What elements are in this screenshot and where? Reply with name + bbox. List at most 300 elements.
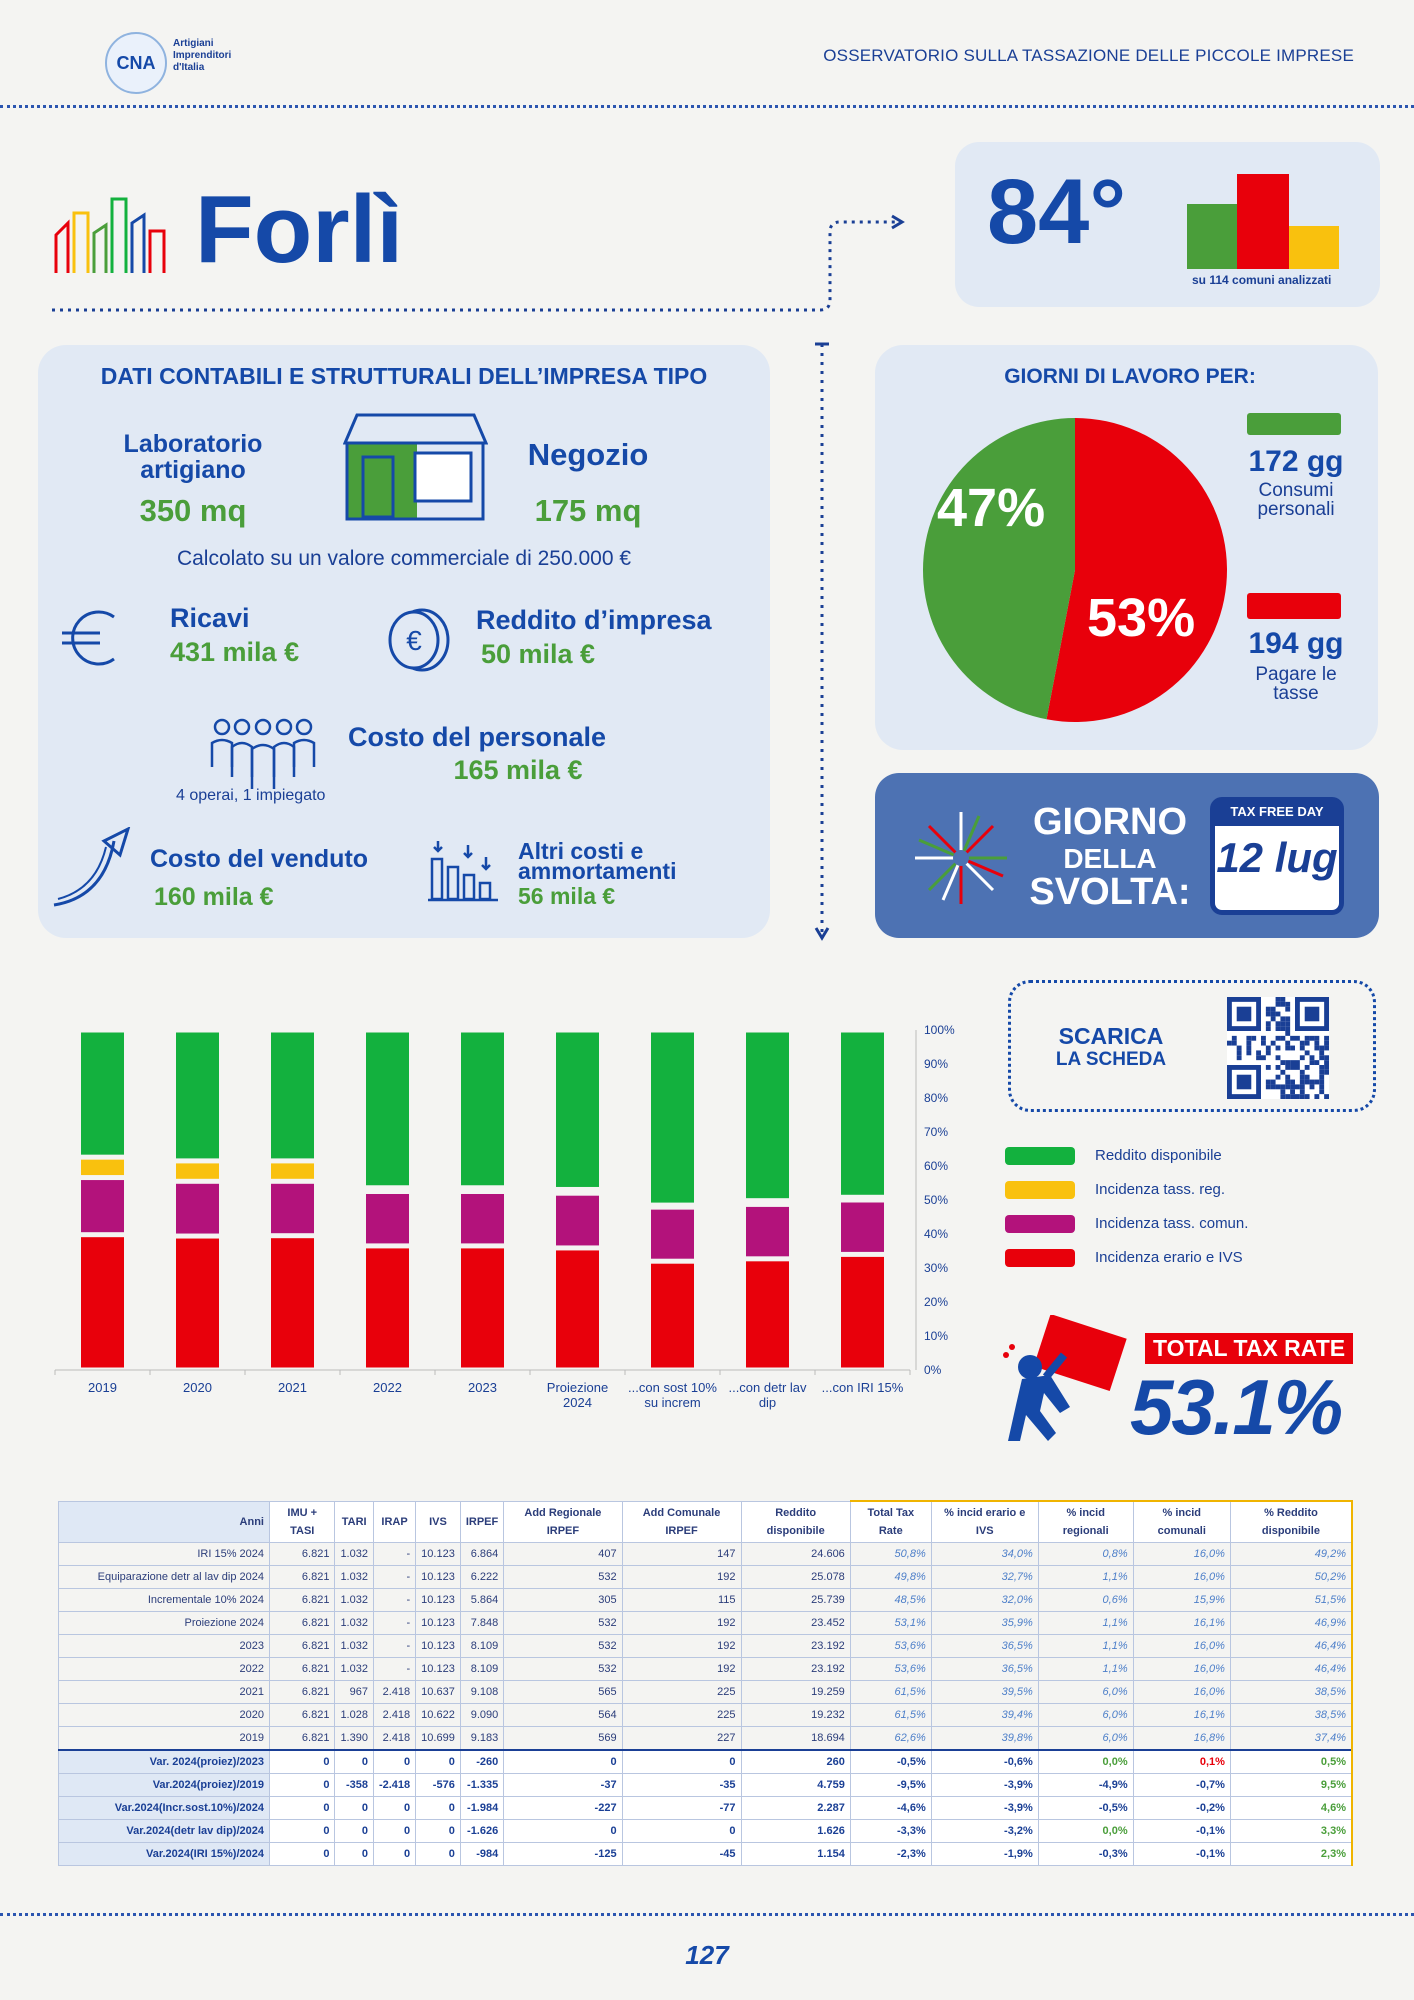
- x-tick-label: 2024: [563, 1395, 592, 1410]
- legend-item: [1005, 1249, 1248, 1283]
- table-cell: -2.418: [373, 1774, 415, 1797]
- table-row: [59, 1820, 1353, 1843]
- y-tick-label: 20%: [924, 1295, 949, 1309]
- x-tick-label: su increm: [644, 1395, 701, 1410]
- calendar-icon: [1210, 797, 1344, 915]
- personale-label: Costo del personale: [348, 722, 607, 752]
- legend-swatch-reddito: [1005, 1147, 1075, 1165]
- table-cell: 532: [504, 1635, 622, 1658]
- table-cell: 10.699: [416, 1727, 461, 1751]
- table-cell: Equiparazione detr al lav dip 2024: [59, 1566, 270, 1589]
- table-cell: 6.821: [270, 1566, 335, 1589]
- venduto-label: Costo del venduto: [150, 845, 369, 873]
- table-cell: 8.109: [460, 1635, 503, 1658]
- x-tick-label: Proiezione: [546, 1380, 609, 1395]
- table-cell: -984: [460, 1843, 503, 1866]
- pie-slice-green: [923, 418, 1075, 719]
- green-swatch: [1247, 413, 1341, 435]
- table-cell: 38,5%: [1230, 1704, 1352, 1727]
- table-header-cell: IVS: [416, 1501, 461, 1543]
- table-cell: 61,5%: [850, 1681, 931, 1704]
- coin-icon: [386, 607, 452, 673]
- table-cell: 10.123: [416, 1612, 461, 1635]
- table-cell: 53,1%: [850, 1612, 931, 1635]
- table-cell: 61,5%: [850, 1704, 931, 1727]
- table-cell: -77: [622, 1797, 741, 1820]
- table-header-cell: % incid erario e IVS: [931, 1501, 1038, 1543]
- giorni-title: GIORNI DI LAVORO PER:: [1004, 365, 1256, 388]
- table-cell: 2019: [59, 1727, 270, 1751]
- table-cell: 1.032: [335, 1543, 374, 1566]
- x-tick-label: dip: [758, 1395, 777, 1410]
- table-cell: 1.390: [335, 1727, 374, 1751]
- table-cell: 2023: [59, 1635, 270, 1658]
- table-cell: 1.032: [335, 1635, 374, 1658]
- city-title: Forlì: [195, 176, 403, 283]
- bar-segment: [176, 1239, 219, 1368]
- calendar-date: 12 lug: [1216, 834, 1338, 881]
- table-cell: 0: [373, 1797, 415, 1820]
- bar-segment: [366, 1194, 409, 1243]
- table-cell: 38,5%: [1230, 1681, 1352, 1704]
- total-tax-label: TOTAL TAX RATE: [1145, 1333, 1353, 1364]
- legend-label: Incidenza erario e IVS: [1095, 1249, 1243, 1267]
- red-label: Pagare le tasse: [1255, 664, 1337, 704]
- table-row: [59, 1566, 1353, 1589]
- lab-value: 350 mq: [139, 493, 247, 528]
- table-cell: 53,6%: [850, 1635, 931, 1658]
- x-tick-label: 2019: [88, 1380, 117, 1395]
- y-tick-label: 50%: [924, 1193, 949, 1207]
- table-cell: Var.2024(Incr.sost.10%)/2024: [59, 1797, 270, 1820]
- green-label: Consumi personali: [1257, 480, 1335, 520]
- svg-text:€: €: [406, 625, 422, 656]
- table-row: [59, 1635, 1353, 1658]
- table-cell: 3,3%: [1230, 1820, 1352, 1843]
- green-percent: 47%: [937, 478, 1046, 538]
- page-number: 127: [685, 1940, 729, 1970]
- svolta-panel: [875, 773, 1379, 938]
- table-cell: 46,4%: [1230, 1658, 1352, 1681]
- legend-item: [1005, 1215, 1248, 1249]
- table-cell: -0,7%: [1133, 1774, 1230, 1797]
- table-cell: -37: [504, 1774, 622, 1797]
- svolta-line3: SVOLTA:: [1029, 871, 1191, 913]
- table-cell: 0: [416, 1797, 461, 1820]
- logo-sub-3: d'Italia: [173, 62, 205, 73]
- red-days: 194 gg: [1248, 627, 1344, 660]
- table-cell: 16,1%: [1133, 1612, 1230, 1635]
- bar-segment: [271, 1184, 314, 1233]
- table-cell: 0: [373, 1750, 415, 1774]
- header-title: OSSERVATORIO SULLA TASSAZIONE DELLE PICCOLE IMPRESE: [823, 46, 1354, 65]
- table-cell: -: [373, 1658, 415, 1681]
- table-cell: 564: [504, 1704, 622, 1727]
- bar-segment: [81, 1180, 124, 1232]
- table-cell: 0,8%: [1038, 1543, 1133, 1566]
- table-cell: -1.335: [460, 1774, 503, 1797]
- table-cell: -0,5%: [1038, 1797, 1133, 1820]
- table-cell: 4.759: [741, 1774, 850, 1797]
- bar-segment: [841, 1257, 884, 1368]
- table-cell: 8.109: [460, 1658, 503, 1681]
- vertical-connector: [814, 342, 830, 942]
- table-cell: 1.032: [335, 1566, 374, 1589]
- table-cell: 532: [504, 1566, 622, 1589]
- shop-icon: [343, 413, 488, 521]
- table-header-cell: Add Regionale IRPEF: [504, 1501, 622, 1543]
- table-cell: 1.032: [335, 1612, 374, 1635]
- table-cell: 6.821: [270, 1612, 335, 1635]
- legend-label: Incidenza tass. reg.: [1095, 1181, 1226, 1199]
- table-cell: 1.626: [741, 1820, 850, 1843]
- table-header-cell: IRPEF: [460, 1501, 503, 1543]
- table-cell: 25.078: [741, 1566, 850, 1589]
- legend-label: Incidenza tass. comun.: [1095, 1215, 1249, 1233]
- table-cell: -3,9%: [931, 1797, 1038, 1820]
- y-tick-label: 30%: [924, 1261, 949, 1275]
- logo-sub-1: Artigiani: [173, 38, 214, 49]
- table-cell: -: [373, 1566, 415, 1589]
- x-tick-label: ...con detr lav: [728, 1380, 807, 1395]
- table-header-cell: Anni: [59, 1501, 270, 1543]
- bar-segment: [746, 1261, 789, 1367]
- table-cell: 1,1%: [1038, 1566, 1133, 1589]
- scarica-line2: LA SCHEDA: [1055, 1049, 1167, 1070]
- bar-segment: [176, 1033, 219, 1159]
- table-cell: 24.606: [741, 1543, 850, 1566]
- table-cell: -3,9%: [931, 1774, 1038, 1797]
- y-tick-label: 90%: [924, 1057, 949, 1071]
- table-cell: -: [373, 1589, 415, 1612]
- euro-icon: [60, 607, 122, 669]
- ricavi-value: 431 mila €: [170, 637, 300, 667]
- table-header-cell: TARI: [335, 1501, 374, 1543]
- scarica-line1: SCARICA: [1058, 1023, 1164, 1049]
- table-cell: 0: [416, 1820, 461, 1843]
- table-cell: 10.123: [416, 1658, 461, 1681]
- cna-logo: [105, 32, 275, 92]
- table-cell: 16,0%: [1133, 1566, 1230, 1589]
- table-cell: -260: [460, 1750, 503, 1774]
- bar-segment: [271, 1238, 314, 1367]
- table-cell: Var.2024(detr lav dip)/2024: [59, 1820, 270, 1843]
- table-cell: 0: [622, 1750, 741, 1774]
- cna-logo-mark: CNA: [105, 32, 167, 94]
- people-icon: [208, 717, 318, 793]
- table-cell: 6.821: [270, 1681, 335, 1704]
- table-cell: 10.123: [416, 1566, 461, 1589]
- y-tick-label: 80%: [924, 1091, 949, 1105]
- table-cell: 6.821: [270, 1589, 335, 1612]
- table-cell: 19.232: [741, 1704, 850, 1727]
- table-cell: 4,6%: [1230, 1797, 1352, 1820]
- table-cell: 0,0%: [1038, 1820, 1133, 1843]
- table-cell: 7.848: [460, 1612, 503, 1635]
- y-tick-label: 70%: [924, 1125, 949, 1139]
- table-cell: 23.192: [741, 1635, 850, 1658]
- y-tick-label: 10%: [924, 1329, 949, 1343]
- table-cell: 1,1%: [1038, 1658, 1133, 1681]
- table-cell: 6.821: [270, 1704, 335, 1727]
- table-cell: 6,0%: [1038, 1681, 1133, 1704]
- x-tick-label: 2021: [278, 1380, 307, 1395]
- table-cell: 192: [622, 1635, 741, 1658]
- table-cell: -1.984: [460, 1797, 503, 1820]
- table-cell: Var. 2024(proiez)/2023: [59, 1750, 270, 1774]
- table-cell: 1.154: [741, 1843, 850, 1866]
- table-header-cell: Reddito disponibile: [741, 1501, 850, 1543]
- bar-segment: [556, 1250, 599, 1367]
- bar-segment: [366, 1033, 409, 1186]
- table-cell: 39,8%: [931, 1727, 1038, 1751]
- table-header-cell: % incid comunali: [1133, 1501, 1230, 1543]
- ricavi-label: Ricavi: [170, 603, 250, 633]
- table-cell: -227: [504, 1797, 622, 1820]
- ranking-value: 84°: [987, 161, 1127, 263]
- table-row: [59, 1797, 1353, 1820]
- table-header-cell: IRAP: [373, 1501, 415, 1543]
- legend-label: Reddito disponibile: [1095, 1147, 1222, 1165]
- table-cell: -0,2%: [1133, 1797, 1230, 1820]
- table-cell: -4,6%: [850, 1797, 931, 1820]
- table-cell: 0: [416, 1843, 461, 1866]
- legend-swatch-reg: [1005, 1181, 1075, 1199]
- table-row: [59, 1589, 1353, 1612]
- table-cell: 0: [270, 1797, 335, 1820]
- table-cell: 0: [270, 1820, 335, 1843]
- table-cell: -358: [335, 1774, 374, 1797]
- table-cell: 2020: [59, 1704, 270, 1727]
- table-cell: 0: [335, 1820, 374, 1843]
- table-cell: 260: [741, 1750, 850, 1774]
- table-cell: 6.821: [270, 1727, 335, 1751]
- table-cell: -0,5%: [850, 1750, 931, 1774]
- table-cell: 967: [335, 1681, 374, 1704]
- bar-segment: [176, 1184, 219, 1234]
- bar-segment: [841, 1033, 884, 1195]
- tax-table: [58, 1500, 1353, 1866]
- table-cell: 6,0%: [1038, 1727, 1133, 1751]
- table-cell: 16,8%: [1133, 1727, 1230, 1751]
- table-cell: 6,0%: [1038, 1704, 1133, 1727]
- table-cell: 19.259: [741, 1681, 850, 1704]
- table-cell: 49,8%: [850, 1566, 931, 1589]
- table-cell: -1,9%: [931, 1843, 1038, 1866]
- table-cell: 0: [622, 1820, 741, 1843]
- total-tax-value: 53.1%: [1130, 1363, 1342, 1451]
- bar-segment: [81, 1237, 124, 1367]
- table-row: [59, 1704, 1353, 1727]
- personale-value: 165 mila €: [453, 755, 583, 785]
- table-cell: 32,0%: [931, 1589, 1038, 1612]
- table-cell: 15,9%: [1133, 1589, 1230, 1612]
- table-cell: 147: [622, 1543, 741, 1566]
- table-cell: 6.821: [270, 1658, 335, 1681]
- stacked-bar-chart: [40, 1015, 980, 1415]
- table-cell: 0: [504, 1820, 622, 1843]
- table-header-cell: % Reddito disponibile: [1230, 1501, 1352, 1543]
- table-cell: 46,9%: [1230, 1612, 1352, 1635]
- shop-label: Negozio: [527, 437, 649, 472]
- table-cell: 532: [504, 1612, 622, 1635]
- red-percent: 53%: [1087, 588, 1196, 648]
- ranking-panel: [955, 142, 1380, 307]
- table-cell: 0,1%: [1133, 1750, 1230, 1774]
- table-cell: 1,1%: [1038, 1612, 1133, 1635]
- bar-segment: [746, 1207, 789, 1256]
- y-tick-label: 0%: [924, 1363, 942, 1377]
- green-days: 172 gg: [1248, 445, 1344, 478]
- impresa-panel: [38, 345, 770, 938]
- bar-segment: [81, 1033, 124, 1155]
- table-cell: -45: [622, 1843, 741, 1866]
- table-cell: -1.626: [460, 1820, 503, 1843]
- table-cell: 34,0%: [931, 1543, 1038, 1566]
- x-tick-label: 2023: [468, 1380, 497, 1395]
- table-header-row: [59, 1501, 1353, 1543]
- table-cell: 192: [622, 1612, 741, 1635]
- dotted-connector: [50, 210, 920, 315]
- table-cell: 50,2%: [1230, 1566, 1352, 1589]
- giorni-pie-chart: [915, 410, 1235, 730]
- legend-item: [1005, 1147, 1248, 1181]
- table-cell: -0,1%: [1133, 1843, 1230, 1866]
- table-cell: 25.739: [741, 1589, 850, 1612]
- bar-segment: [651, 1264, 694, 1368]
- table-cell: 16,0%: [1133, 1681, 1230, 1704]
- table-cell: 2021: [59, 1681, 270, 1704]
- qr-code[interactable]: [1227, 997, 1329, 1099]
- table-cell: -: [373, 1543, 415, 1566]
- table-header-cell: IMU + TASI: [270, 1501, 335, 1543]
- y-tick-label: 40%: [924, 1227, 949, 1241]
- table-cell: -125: [504, 1843, 622, 1866]
- table-cell: 9.183: [460, 1727, 503, 1751]
- table-cell: -: [373, 1612, 415, 1635]
- bar-segment: [746, 1033, 789, 1199]
- table-cell: 6.821: [270, 1543, 335, 1566]
- table-cell: -2,3%: [850, 1843, 931, 1866]
- bar-segment: [81, 1160, 124, 1175]
- bar-segment: [841, 1203, 884, 1252]
- chart-legend: [1005, 1147, 1248, 1283]
- table-cell: 2.418: [373, 1681, 415, 1704]
- table-cell: -0,3%: [1038, 1843, 1133, 1866]
- altri-value: 56 mila €: [518, 883, 616, 909]
- giorni-panel: [875, 345, 1378, 750]
- reddito-label: Reddito d’impresa: [476, 605, 712, 635]
- table-cell: 0: [373, 1820, 415, 1843]
- table-cell: 51,5%: [1230, 1589, 1352, 1612]
- personale-note: 4 operai, 1 impiegato: [176, 787, 326, 804]
- bar-segment: [271, 1033, 314, 1159]
- tax-burden-icon: [1000, 1315, 1140, 1455]
- table-cell: 225: [622, 1704, 741, 1727]
- table-cell: 569: [504, 1727, 622, 1751]
- table-cell: 2022: [59, 1658, 270, 1681]
- bar-segment: [176, 1163, 219, 1178]
- table-cell: 115: [622, 1589, 741, 1612]
- table-row: [59, 1727, 1353, 1751]
- table-cell: 23.192: [741, 1658, 850, 1681]
- table-cell: 35,9%: [931, 1612, 1038, 1635]
- table-cell: -0,6%: [931, 1750, 1038, 1774]
- footer-divider: [0, 1913, 1414, 1916]
- table-row: [59, 1774, 1353, 1797]
- table-cell: 9.108: [460, 1681, 503, 1704]
- rocket-arrow-icon: [48, 827, 138, 909]
- table-cell: 49,2%: [1230, 1543, 1352, 1566]
- x-tick-label: 2022: [373, 1380, 402, 1395]
- table-row: [59, 1843, 1353, 1866]
- table-row: [59, 1681, 1353, 1704]
- logo-sub-2: Imprenditori: [173, 50, 232, 61]
- bar-segment: [366, 1248, 409, 1367]
- table-cell: -35: [622, 1774, 741, 1797]
- ranking-bars-icon: [1187, 174, 1341, 269]
- bar-segment: [461, 1248, 504, 1367]
- table-cell: 23.452: [741, 1612, 850, 1635]
- table-cell: 37,4%: [1230, 1727, 1352, 1751]
- bar-segment: [556, 1033, 599, 1187]
- table-cell: Var.2024(proiez)/2019: [59, 1774, 270, 1797]
- table-cell: 46,4%: [1230, 1635, 1352, 1658]
- table-cell: 5.864: [460, 1589, 503, 1612]
- legend-item: [1005, 1181, 1248, 1215]
- table-cell: 32,7%: [931, 1566, 1038, 1589]
- impresa-note: Calcolato su un valore commerciale di 250.000 €: [176, 547, 632, 570]
- table-cell: 0,5%: [1230, 1750, 1352, 1774]
- table-cell: 10.123: [416, 1543, 461, 1566]
- table-cell: 39,5%: [931, 1681, 1038, 1704]
- red-swatch: [1247, 593, 1341, 619]
- table-cell: 2.418: [373, 1704, 415, 1727]
- table-cell: 50,8%: [850, 1543, 931, 1566]
- table-cell: 10.637: [416, 1681, 461, 1704]
- table-cell: 192: [622, 1658, 741, 1681]
- table-header-cell: Add Comunale IRPEF: [622, 1501, 741, 1543]
- bar-segment: [461, 1194, 504, 1243]
- table-cell: -3,2%: [931, 1820, 1038, 1843]
- table-cell: 2.418: [373, 1727, 415, 1751]
- table-row: [59, 1543, 1353, 1566]
- table-cell: 0: [504, 1750, 622, 1774]
- table-cell: 53,6%: [850, 1658, 931, 1681]
- impresa-title: DATI CONTABILI E STRUTTURALI DELL’IMPRESA TIPO: [100, 363, 708, 389]
- table-cell: 16,1%: [1133, 1704, 1230, 1727]
- table-row: [59, 1612, 1353, 1635]
- table-cell: 0: [270, 1843, 335, 1866]
- table-cell: 0: [270, 1750, 335, 1774]
- table-cell: 39,4%: [931, 1704, 1038, 1727]
- table-cell: -576: [416, 1774, 461, 1797]
- table-cell: 0: [335, 1750, 374, 1774]
- table-header-cell: % incid regionali: [1038, 1501, 1133, 1543]
- bar-segment: [651, 1033, 694, 1203]
- table-cell: Var.2024(IRI 15%)/2024: [59, 1843, 270, 1866]
- y-tick-label: 60%: [924, 1159, 949, 1173]
- scarica-box[interactable]: [1008, 980, 1376, 1112]
- table-cell: 225: [622, 1681, 741, 1704]
- bar-segment: [556, 1196, 599, 1246]
- table-cell: -4,9%: [1038, 1774, 1133, 1797]
- table-cell: 6.222: [460, 1566, 503, 1589]
- costs-chart-icon: [428, 837, 498, 903]
- x-tick-label: 2020: [183, 1380, 212, 1395]
- table-cell: 0: [373, 1843, 415, 1866]
- table-cell: 18.694: [741, 1727, 850, 1751]
